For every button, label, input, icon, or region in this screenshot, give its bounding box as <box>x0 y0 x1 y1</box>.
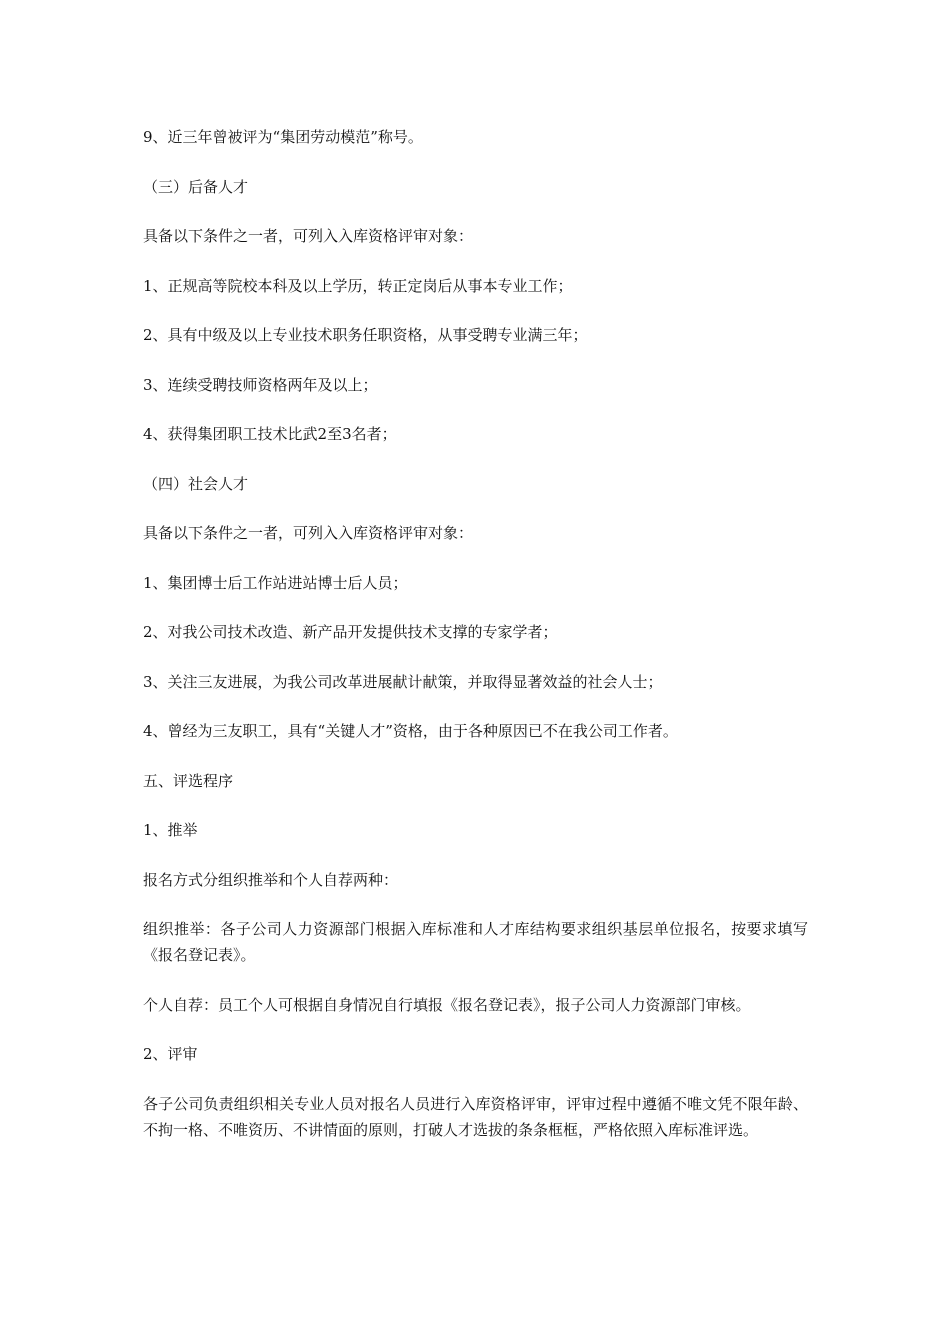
list-item-reserve-4: 4、获得集团职工技术比武2至3名者； <box>143 425 397 443</box>
list-item-reserve-3: 3、连续受聘技师资格两年及以上； <box>143 375 378 394</box>
document-body <box>143 124 808 1166</box>
paragraph-organization-recommendation: 组织推举：各子公司人力资源部门根据入库标准和人才库结构要求组织基层单位报名，按要求填写《报名登记表》。 <box>143 920 808 964</box>
list-item-social-4: 4、曾经为三友职工，具有“关键人才”资格，由于各种原因已不在我公司工作者。 <box>143 722 678 740</box>
list-item-social-3: 3、关注三友进展，为我公司改革进展献计献策，并取得显著效益的社会人士； <box>143 672 663 691</box>
subheading-review: 2、评审 <box>143 1045 198 1063</box>
paragraph-honor-title: 9、近三年曾被评为“集团劳动模范”称号。 <box>143 128 423 146</box>
paragraph-self-recommendation: 个人自荐：员工个人可根据自身情况自行填报《报名登记表》，报子公司人力资源部门审核。 <box>143 995 751 1014</box>
paragraph-registration-methods: 报名方式分组织推举和个人自荐两种： <box>143 870 399 889</box>
list-item-reserve-2: 2、具有中级及以上专业技术职务任职资格，从事受聘专业满三年； <box>143 326 588 344</box>
heading-reserve-talent: （三）后备人才 <box>143 177 249 196</box>
heading-selection-procedure: 五、评选程序 <box>143 771 234 790</box>
paragraph-social-intro: 具备以下条件之一者，可列入入库资格评审对象： <box>143 524 474 542</box>
list-item-reserve-1: 1、正规高等院校本科及以上学历，转正定岗后从事本专业工作； <box>143 276 573 295</box>
heading-social-talent: （四）社会人才 <box>143 474 249 493</box>
paragraph-review-process: 各子公司负责组织相关专业人员对报名人员进行入库资格评审，评审过程中遵循不唯文凭不限年龄、不拘一格、不唯资历、不讲情面的原则，打破人才选拔的条条框框，严格依照入库标准评选。 <box>143 1094 808 1139</box>
subheading-recommendation: 1、推举 <box>143 821 198 839</box>
paragraph-reserve-intro: 具备以下条件之一者，可列入入库资格评审对象： <box>143 227 474 245</box>
list-item-social-1: 1、集团博士后工作站进站博士后人员； <box>143 573 408 592</box>
list-item-social-2: 2、对我公司技术改造、新产品开发提供技术支撑的专家学者； <box>143 623 558 641</box>
